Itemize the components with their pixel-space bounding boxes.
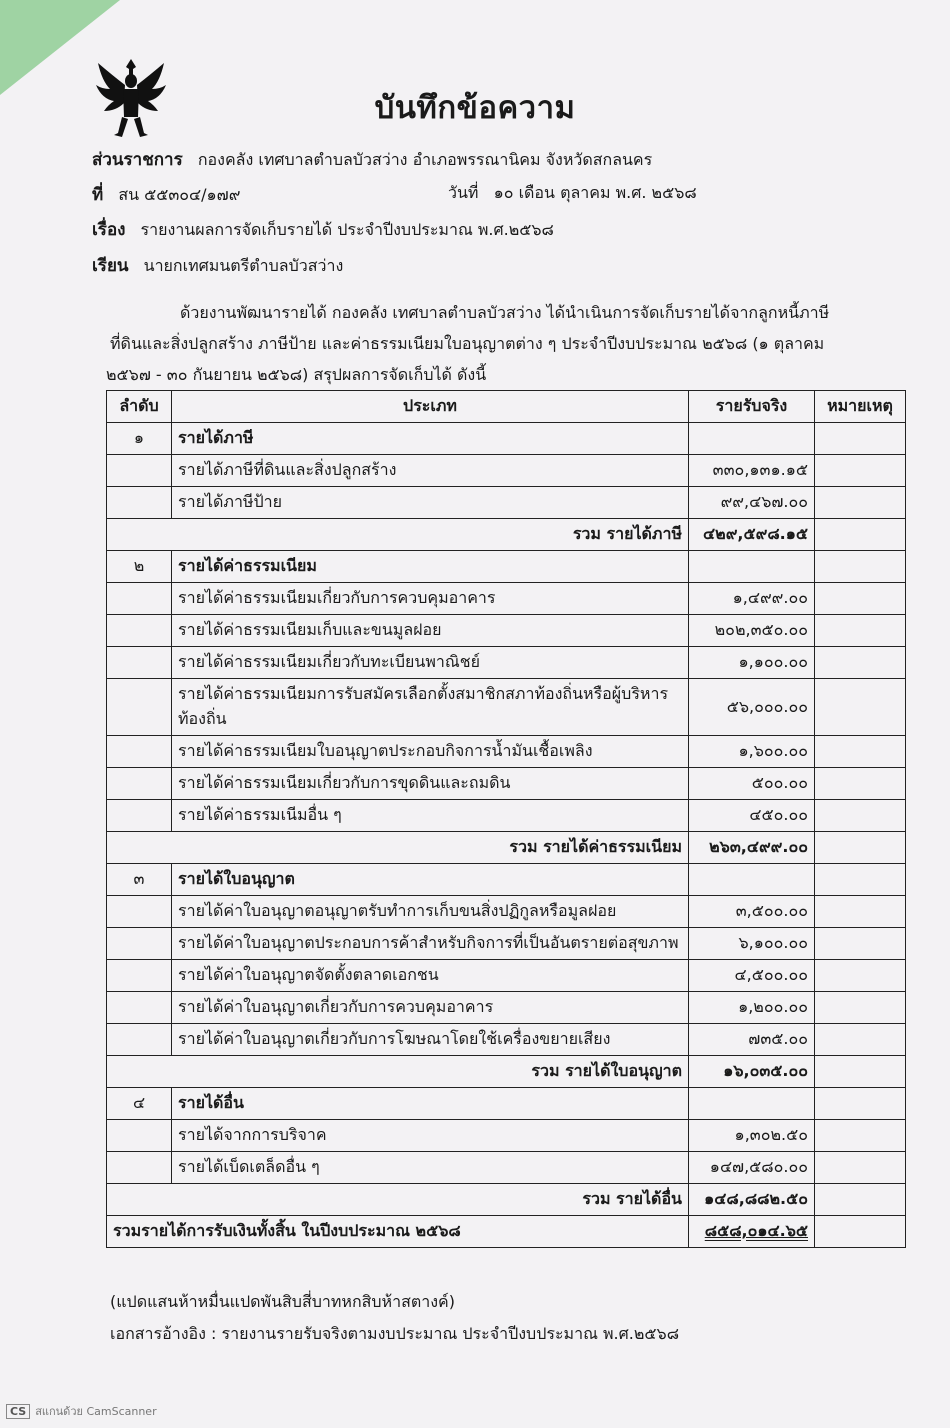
agency-label: ส่วนราชการ bbox=[92, 150, 183, 170]
subtotal-label: รวม รายได้ภาษี bbox=[107, 519, 689, 551]
subtotal-amount: ๔๒๙,๕๙๘.๑๕ bbox=[689, 519, 815, 551]
grand-total-label: รวมรายได้การรับเงินทั้งสิ้น ในปีงบประมาณ ๒๕๖๘ bbox=[107, 1216, 689, 1248]
subtotal-amount: ๒๖๓,๔๙๙.๐๐ bbox=[689, 832, 815, 864]
table-row bbox=[107, 455, 906, 487]
row-remark bbox=[815, 960, 906, 992]
camscanner-text: สแกนด้วย CamScanner bbox=[35, 1405, 157, 1418]
row-no-empty bbox=[107, 800, 172, 832]
camscanner-badge: CS bbox=[6, 1404, 30, 1419]
row-amount: ๒๐๒,๓๕๐.๐๐ bbox=[689, 615, 815, 647]
row-remark bbox=[815, 928, 906, 960]
row-amount: ๕๐๐.๐๐ bbox=[689, 768, 815, 800]
row-remark bbox=[815, 455, 906, 487]
row-amount: ๑,๔๙๙.๐๐ bbox=[689, 583, 815, 615]
row-remark bbox=[815, 615, 906, 647]
row-amount: ๑,๖๐๐.๐๐ bbox=[689, 736, 815, 768]
row-label: รายได้ค่าธรรมเนียมใบอนุญาตประกอบกิจการน้ำมันเชื้อเพลิง bbox=[172, 736, 689, 768]
ref-label: ที่ bbox=[92, 185, 104, 205]
group-row bbox=[107, 423, 906, 455]
table-row bbox=[107, 1152, 906, 1184]
table-row bbox=[107, 1120, 906, 1152]
row-remark bbox=[815, 1120, 906, 1152]
row-amount: ๖,๑๐๐.๐๐ bbox=[689, 928, 815, 960]
paragraph-line-2: ที่ดินและสิ่งปลูกสร้าง ภาษีป้าย และค่าธรรมเนียมใบอนุญาตต่าง ๆ ประจำปีงบประมาณ ๒๕๖๘ (๑ ตุลาคม bbox=[110, 334, 825, 353]
row-no-empty bbox=[107, 896, 172, 928]
row-no-empty bbox=[107, 960, 172, 992]
row-amount: ๔,๕๐๐.๐๐ bbox=[689, 960, 815, 992]
date-line bbox=[448, 181, 697, 206]
row-remark bbox=[815, 992, 906, 1024]
row-label: รายได้ภาษีป้าย bbox=[172, 487, 689, 519]
row-remark bbox=[815, 583, 906, 615]
group-no: ๑ bbox=[107, 423, 172, 455]
row-label: รายได้ค่าธรรมเนียมการรับสมัครเลือกตั้งสมาชิกสภาท้องถิ่นหรือผู้บริหาร ท้องถิ่น bbox=[172, 679, 689, 736]
subtotal-label: รวม รายได้อื่น bbox=[107, 1184, 689, 1216]
subtotal-amount: ๑๔๘,๘๘๒.๕๐ bbox=[689, 1184, 815, 1216]
subtotal-remark bbox=[815, 1056, 906, 1088]
row-remark bbox=[815, 487, 906, 519]
subject-value: รายงานผลการจัดเก็บรายได้ ประจำปีงบประมาณ พ.ศ.๒๕๖๘ bbox=[140, 220, 554, 239]
row-label: รายได้ค่าใบอนุญาตจัดตั้งตลาดเอกชน bbox=[172, 960, 689, 992]
row-no-empty bbox=[107, 768, 172, 800]
table-row bbox=[107, 583, 906, 615]
row-label: รายได้ค่าธรรมเนียมเกี่ยวกับการควบคุมอาคาร bbox=[172, 583, 689, 615]
row-no-empty bbox=[107, 736, 172, 768]
row-label: รายได้ค่าธรรมเนียมเก็บและขนมูลฝอย bbox=[172, 615, 689, 647]
row-no-empty bbox=[107, 583, 172, 615]
subtotal-label: รวม รายได้ใบอนุญาต bbox=[107, 1056, 689, 1088]
table-row bbox=[107, 768, 906, 800]
table-row bbox=[107, 487, 906, 519]
row-no-empty bbox=[107, 615, 172, 647]
table-row bbox=[107, 928, 906, 960]
table-row bbox=[107, 647, 906, 679]
group-row bbox=[107, 551, 906, 583]
row-no-empty bbox=[107, 679, 172, 736]
agency-line bbox=[92, 146, 652, 173]
header-type: ประเภท bbox=[172, 391, 689, 423]
table-row bbox=[107, 960, 906, 992]
group-name: รายได้อื่น bbox=[172, 1088, 689, 1120]
ref-value: สน ๕๕๓๐๔/๑๗๙ bbox=[118, 185, 241, 204]
row-remark bbox=[815, 679, 906, 736]
row-remark bbox=[815, 800, 906, 832]
to-line bbox=[92, 252, 343, 279]
row-no-empty bbox=[107, 647, 172, 679]
subtotal-remark bbox=[815, 519, 906, 551]
group-name: รายได้ใบอนุญาต bbox=[172, 864, 689, 896]
row-label: รายได้ค่าใบอนุญาตประกอบการค้าสำหรับกิจการที่เป็นอันตรายต่อสุขภาพ bbox=[172, 928, 689, 960]
row-label: รายได้ค่าใบอนุญาตเกี่ยวกับการโฆษณาโดยใช้เครื่องขยายเสียง bbox=[172, 1024, 689, 1056]
row-label: รายได้ภาษีที่ดินและสิ่งปลูกสร้าง bbox=[172, 455, 689, 487]
group-no: ๓ bbox=[107, 864, 172, 896]
revenue-table bbox=[106, 390, 906, 1248]
memo-title: บันทึกข้อความ bbox=[374, 90, 576, 126]
grand-total-remark bbox=[815, 1216, 906, 1248]
table-row bbox=[107, 992, 906, 1024]
group-name: รายได้ค่าธรรมเนียม bbox=[172, 551, 689, 583]
row-no-empty bbox=[107, 1152, 172, 1184]
row-no-empty bbox=[107, 1024, 172, 1056]
row-amount: ๑,๒๐๐.๐๐ bbox=[689, 992, 815, 1024]
row-amount: ๔๕๐.๐๐ bbox=[689, 800, 815, 832]
row-no-empty bbox=[107, 1120, 172, 1152]
row-amount: ๑๔๗,๕๘๐.๐๐ bbox=[689, 1152, 815, 1184]
table-body bbox=[107, 423, 906, 1216]
row-amount: ๑,๑๐๐.๐๐ bbox=[689, 647, 815, 679]
date-label: วันที่ bbox=[448, 183, 479, 202]
subject-label: เรื่อง bbox=[92, 220, 126, 240]
header-remark: หมายเหตุ bbox=[815, 391, 906, 423]
row-label: รายได้ค่าใบอนุญาตอนุญาตรับทำการเก็บขนสิ่งปฏิกูลหรือมูลฝอย bbox=[172, 896, 689, 928]
row-amount: ๑,๓๐๒.๕๐ bbox=[689, 1120, 815, 1152]
table-row bbox=[107, 679, 906, 736]
subtotal-row bbox=[107, 519, 906, 551]
row-amount: ๙๙,๔๖๗.๐๐ bbox=[689, 487, 815, 519]
row-remark bbox=[815, 896, 906, 928]
intro-paragraph bbox=[106, 297, 870, 390]
subtotal-row bbox=[107, 832, 906, 864]
subtotal-label: รวม รายได้ค่าธรรมเนียม bbox=[107, 832, 689, 864]
row-label: รายได้ค่าธรรมเนีมอื่น ๆ bbox=[172, 800, 689, 832]
row-amount: ๕๖,๐๐๐.๐๐ bbox=[689, 679, 815, 736]
group-amount-empty bbox=[689, 423, 815, 455]
to-value: นายกเทศมนตรีตำบลบัวสว่าง bbox=[143, 256, 344, 275]
table-row bbox=[107, 1024, 906, 1056]
row-no-empty bbox=[107, 455, 172, 487]
row-label: รายได้จากการบริจาค bbox=[172, 1120, 689, 1152]
group-amount-empty bbox=[689, 1088, 815, 1120]
row-remark bbox=[815, 647, 906, 679]
group-row bbox=[107, 1088, 906, 1120]
group-remark-empty bbox=[815, 551, 906, 583]
scanner-watermark bbox=[6, 1402, 157, 1420]
paragraph-line-3: ๒๕๖๗ - ๓๐ กันยายน ๒๕๖๘) สรุปผลการจัดเก็บได้ ดังนี้ bbox=[106, 365, 487, 384]
group-name: รายได้ภาษี bbox=[172, 423, 689, 455]
subtotal-row bbox=[107, 1056, 906, 1088]
agency-value: กองคลัง เทศบาลตำบลบัวสว่าง อำเภอพรรณานิคม จังหวัดสกลนคร bbox=[197, 150, 653, 169]
group-amount-empty bbox=[689, 864, 815, 896]
group-remark-empty bbox=[815, 423, 906, 455]
date-value: ๑๐ เดือน ตุลาคม พ.ศ. ๒๕๖๘ bbox=[493, 183, 697, 202]
table-row bbox=[107, 896, 906, 928]
row-amount: ๓,๕๐๐.๐๐ bbox=[689, 896, 815, 928]
header-no: ลำดับ bbox=[107, 391, 172, 423]
row-remark bbox=[815, 1024, 906, 1056]
table-header-row bbox=[107, 391, 906, 423]
subtotal-remark bbox=[815, 832, 906, 864]
row-no-empty bbox=[107, 487, 172, 519]
row-remark bbox=[815, 768, 906, 800]
to-label: เรียน bbox=[92, 256, 129, 276]
group-amount-empty bbox=[689, 551, 815, 583]
row-remark bbox=[815, 736, 906, 768]
group-remark-empty bbox=[815, 1088, 906, 1120]
subtotal-remark bbox=[815, 1184, 906, 1216]
row-label: รายได้ค่าธรรมเนียมเกี่ยวกับการขุดดินและถมดิน bbox=[172, 768, 689, 800]
group-remark-empty bbox=[815, 864, 906, 896]
row-label: รายได้ค่าธรรมเนียมเกี่ยวกับทะเบียนพาณิชย์ bbox=[172, 647, 689, 679]
subtotal-amount: ๑๖,๐๓๕.๐๐ bbox=[689, 1056, 815, 1088]
paragraph-line-1: ด้วยงานพัฒนารายได้ กองคลัง เทศบาลตำบลบัวสว่าง ได้นำเนินการจัดเก็บรายได้จากลูกหนี้ภาษี bbox=[180, 303, 830, 322]
group-no: ๒ bbox=[107, 551, 172, 583]
table-row bbox=[107, 800, 906, 832]
header-amount: รายรับจริง bbox=[689, 391, 815, 423]
grand-total-row bbox=[107, 1216, 906, 1248]
reference-note: เอกสารอ้างอิง : รายงานรายรับจริงตามงบประมาณ ประจำปีงบประมาณ พ.ศ.๒๕๖๘ bbox=[110, 1324, 680, 1343]
table-row bbox=[107, 615, 906, 647]
row-label: รายได้เบ็ดเตล็ดอื่น ๆ bbox=[172, 1152, 689, 1184]
amount-in-words: (แปดแสนห้าหมื่นแปดพันสิบสี่บาทหกสิบห้าสตางค์) bbox=[110, 1292, 455, 1311]
table-row bbox=[107, 736, 906, 768]
subtotal-row bbox=[107, 1184, 906, 1216]
row-no-empty bbox=[107, 928, 172, 960]
grand-total-amount: ๘๕๘,๐๑๔.๖๕ bbox=[689, 1216, 815, 1248]
group-row bbox=[107, 864, 906, 896]
row-label: รายได้ค่าใบอนุญาตเกี่ยวกับการควบคุมอาคาร bbox=[172, 992, 689, 1024]
row-amount: ๗๓๕.๐๐ bbox=[689, 1024, 815, 1056]
row-remark bbox=[815, 1152, 906, 1184]
subject-line bbox=[92, 216, 554, 243]
row-amount: ๓๓๐,๑๓๑.๑๕ bbox=[689, 455, 815, 487]
group-no: ๔ bbox=[107, 1088, 172, 1120]
row-no-empty bbox=[107, 992, 172, 1024]
ref-line bbox=[92, 181, 240, 208]
